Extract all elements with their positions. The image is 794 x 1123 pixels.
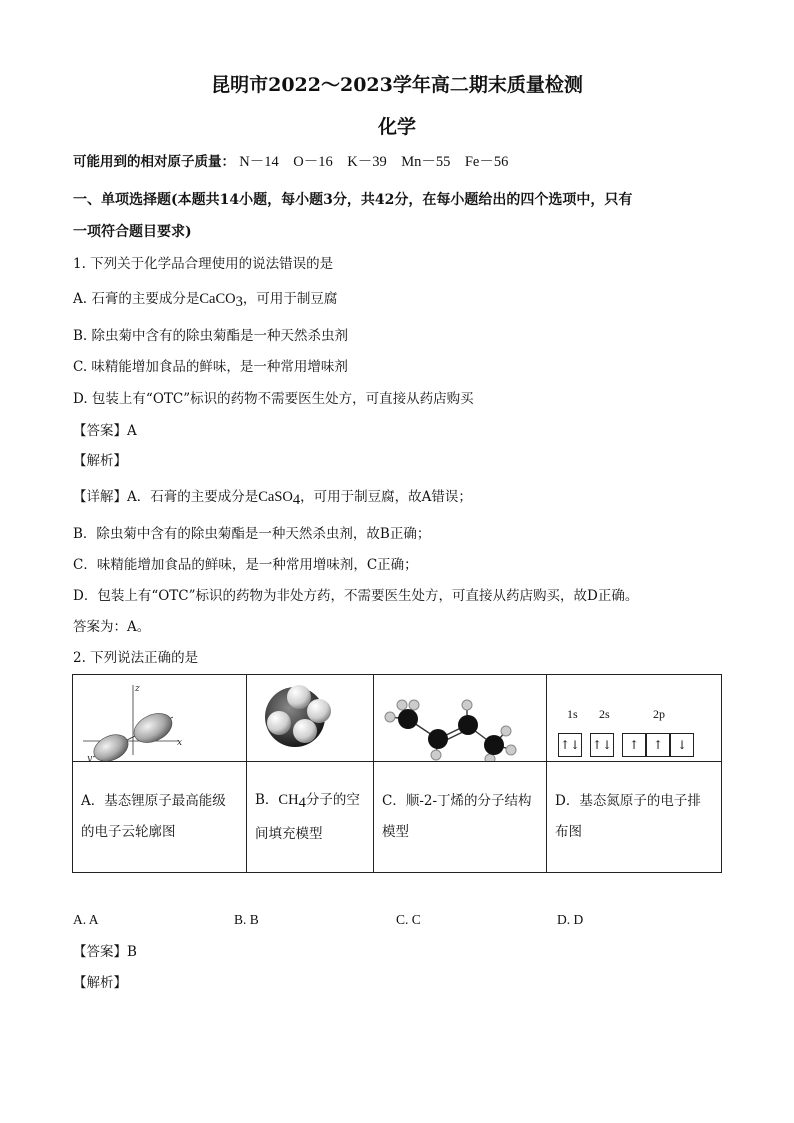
choice-b: B. B bbox=[234, 912, 259, 927]
orbital-box-1s: ↑↓ bbox=[558, 733, 582, 757]
orbital-label-2p: 2p bbox=[653, 707, 665, 721]
q2-answer: 【答案】B bbox=[73, 944, 137, 960]
q2-stem: 2. 下列说法正确的是 bbox=[73, 650, 199, 666]
hydrogen-atom bbox=[307, 699, 331, 723]
q1-a-pre: A. 石膏的主要成分是 bbox=[73, 291, 200, 307]
caption-b-sub: 4 bbox=[298, 794, 306, 811]
carbon-atom bbox=[458, 715, 478, 735]
cis-2-butene-model-figure bbox=[374, 675, 546, 761]
hydrogen-atom bbox=[397, 700, 407, 710]
atomic-mass-values: N－14 O－16 K－39 Mn－55 Fe－56 bbox=[239, 154, 509, 170]
hydrogen-atom bbox=[267, 711, 291, 735]
q2-options-table bbox=[72, 674, 722, 873]
orbital-box-2p-1: ↑ bbox=[622, 733, 646, 757]
choice-d: D. D bbox=[557, 912, 584, 927]
subject-title: 化学 bbox=[377, 116, 416, 138]
section-heading-line1: 一、单项选择题(本题共14小题，每小题3分，共42分，在每小题给出的四个选项中，只有 bbox=[73, 192, 633, 208]
q1-detail-a bbox=[73, 487, 472, 510]
q1-answer: 【答案】A bbox=[73, 423, 137, 439]
choice-a: A. A bbox=[73, 912, 99, 927]
q1-stem: 1. 下列关于化学品合理使用的说法错误的是 bbox=[73, 256, 334, 272]
hydrogen-atom bbox=[385, 712, 395, 722]
p-orbital-figure bbox=[73, 675, 246, 761]
q1-detail-pre: 【详解】A．石膏的主要成分是 bbox=[73, 489, 259, 505]
hydrogen-atom bbox=[287, 685, 311, 709]
hydrogen-atom bbox=[485, 754, 495, 761]
caption-b-formula: CH bbox=[278, 791, 299, 808]
figure-cell-a bbox=[73, 675, 247, 762]
q1-detail-sub: 4 bbox=[292, 492, 301, 508]
orbital-box-2s: ↑↓ bbox=[590, 733, 614, 757]
page-title: 昆明市2022～2023学年高二期末质量检测 bbox=[211, 74, 583, 96]
q1-a-sub: 3 bbox=[235, 294, 243, 310]
section-heading-line2: 一项符合题目要求) bbox=[73, 224, 192, 240]
orbital-box-2p-2: ↑ bbox=[646, 733, 670, 757]
axis-label-z: z bbox=[135, 684, 140, 694]
hydrogen-atom bbox=[293, 719, 317, 743]
caption-d: D．基态氮原子的电子排布图 bbox=[547, 762, 722, 873]
q1-detail-c: C．味精能增加食品的鲜味，是一种常用增味剂，C正确； bbox=[73, 557, 418, 573]
q1-detail-post: ，可用于制豆腐，故A错误； bbox=[300, 489, 472, 505]
caption-c: C．顺-2-丁烯的分子结构模型 bbox=[374, 762, 547, 873]
caption-b-post: 分子的空间填充模型 bbox=[255, 791, 360, 842]
atomic-mass-line bbox=[73, 152, 508, 172]
q1-option-d: D. 包装上有“OTC”标识的药物不需要医生处方，可直接从药店购买 bbox=[73, 391, 474, 407]
q1-final-answer: 答案为：A。 bbox=[73, 619, 151, 635]
q1-a-post: ，可用于制豆腐 bbox=[242, 291, 338, 307]
carbon-atom bbox=[398, 709, 418, 729]
orbital-lobe-right bbox=[129, 708, 176, 748]
orbital-lobe-left bbox=[90, 730, 133, 761]
hydrogen-atom bbox=[409, 700, 419, 710]
axis-label-y: y bbox=[87, 754, 93, 761]
hydrogen-atom bbox=[462, 700, 472, 710]
orbital-label-1s: 1s bbox=[567, 707, 578, 721]
hydrogen-atom bbox=[431, 750, 441, 760]
q1-option-c: C. 味精能增加食品的鲜味，是一种常用增味剂 bbox=[73, 359, 348, 375]
caption-a: A．基态锂原子最高能级的电子云轮廓图 bbox=[73, 762, 247, 873]
caption-b-pre: B． bbox=[255, 791, 279, 808]
figure-cell-b bbox=[247, 675, 374, 762]
q1-option-b: B. 除虫菊中含有的除虫菊酯是一种天然杀虫剂 bbox=[73, 328, 349, 344]
orbital-label-2s: 2s bbox=[599, 707, 610, 721]
orbital-box-2p-3: ↓ bbox=[670, 733, 694, 757]
q1-detail-b: B．除虫菊中含有的除虫菊酯是一种天然杀虫剂，故B正确； bbox=[73, 526, 431, 542]
carbon-atom bbox=[484, 735, 504, 755]
hydrogen-atom bbox=[506, 745, 516, 755]
carbon-atom bbox=[428, 729, 448, 749]
atomic-mass-label: 可能用到的相对原子质量： bbox=[73, 154, 235, 170]
caption-b bbox=[247, 762, 374, 873]
q1-option-a bbox=[73, 289, 337, 312]
ch4-space-filling-figure bbox=[247, 675, 373, 761]
figure-cell-c bbox=[374, 675, 547, 762]
q1-detail-d: D．包装上有“OTC”标识的药物为非处方药，不需要医生处方，可直接从药店购买，故D正确。 bbox=[73, 588, 639, 604]
choice-c: C. C bbox=[396, 912, 421, 927]
axis-label-x: x bbox=[177, 738, 183, 748]
q1-analysis: 【解析】 bbox=[73, 453, 127, 469]
q1-detail-formula: CaSO bbox=[258, 489, 293, 505]
q2-analysis: 【解析】 bbox=[73, 975, 127, 991]
hydrogen-atom bbox=[501, 726, 511, 736]
q1-a-formula: CaCO bbox=[199, 291, 236, 307]
